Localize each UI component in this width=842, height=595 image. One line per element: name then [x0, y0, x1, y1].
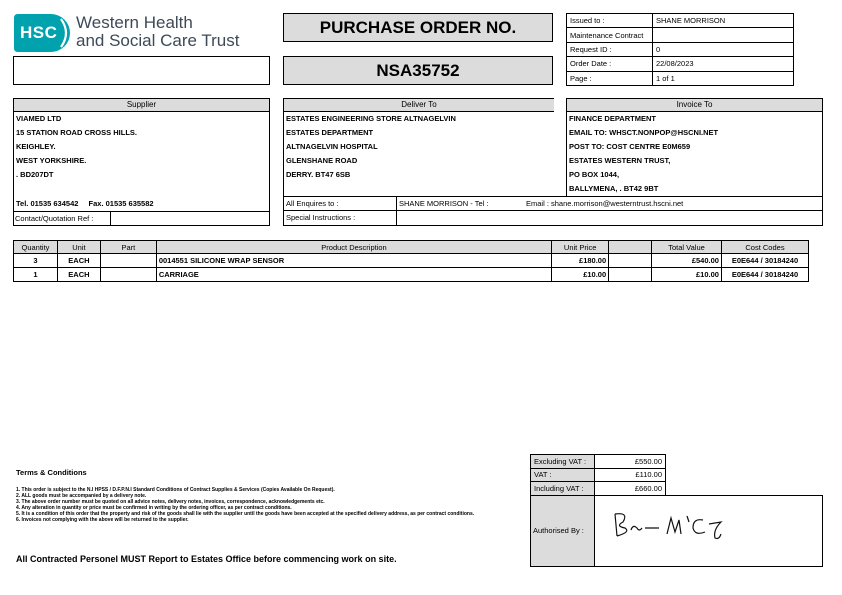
authorised-box	[530, 495, 823, 567]
item-desc: 0014551 SILICONE WRAP SENSOR	[156, 254, 551, 268]
col-quantity: Quantity	[14, 241, 58, 254]
supplier-tel: Tel. 01535 634542	[16, 199, 79, 208]
maintenance-value	[653, 28, 794, 42]
terms-title: Terms & Conditions	[16, 468, 87, 477]
col-part: Part	[100, 241, 156, 254]
instructions-row	[283, 210, 823, 226]
order-date-value: 22/08/2023	[653, 57, 794, 71]
contact-label: Contact/Quotation Ref :	[13, 212, 111, 226]
terms-item: 1. This order is subject to the N.I HPSS / D.F.P.N.I Standard Conditions of Contract Supplies & Services (Copies Available On Request).	[16, 487, 335, 493]
site-notice: All Contracted Personel MUST Report to Estates Office before commencing work on site.	[16, 554, 397, 564]
instructions-label: Special Instructions :	[284, 211, 397, 225]
supplier-box	[13, 98, 270, 226]
enquiries-label: All Enquires to :	[284, 197, 397, 210]
terms-section	[16, 468, 526, 523]
authorised-label-cell	[531, 496, 595, 566]
po-number-box	[283, 56, 553, 85]
invoice-line: BALLYMENA, . BT42 9BT	[569, 184, 659, 193]
logo-empty-box	[13, 56, 270, 85]
enquiries-row	[283, 196, 823, 211]
invoice-line: EMAIL TO: WHSCT.NONPOP@HSCNI.NET	[569, 128, 719, 137]
org-line-1: Western Health	[76, 13, 193, 32]
vat-value: £110.00	[595, 468, 666, 482]
col-total: Total Value	[652, 241, 722, 254]
supplier-fax: Fax. 01535 635582	[88, 199, 154, 208]
table-row	[14, 268, 809, 282]
logo-swoosh-icon	[58, 17, 72, 49]
terms-item: 4. Any alteration in quantity or price must be confirmed in writing by the ordering officer, as per contract conditions.	[16, 505, 292, 511]
item-qty: 3	[14, 254, 58, 268]
item-price: £10.00	[552, 268, 609, 282]
item-qty: 1	[14, 268, 58, 282]
line-items-table	[13, 240, 809, 282]
supplier-header: Supplier	[14, 99, 269, 112]
meta-row	[567, 28, 794, 42]
meta-row	[567, 42, 794, 56]
po-number: NSA35752	[376, 61, 460, 80]
invoice-header: Invoice To	[567, 99, 822, 112]
deliver-box	[283, 98, 554, 197]
vat-label: VAT :	[531, 468, 595, 482]
supplier-line: VIAMED LTD	[16, 114, 62, 123]
deliver-address	[284, 112, 554, 182]
item-total: £10.00	[652, 268, 722, 282]
table-row	[14, 254, 809, 268]
meta-row	[567, 14, 794, 28]
order-date-label: Order Date :	[567, 57, 653, 71]
incl-vat-value: £660.00	[595, 482, 666, 496]
invoice-line: POST TO: COST CENTRE E0M659	[569, 142, 691, 151]
order-meta-table	[566, 13, 794, 86]
hsc-logo-text: HSC	[20, 23, 58, 42]
request-id-value: 0	[653, 42, 794, 56]
deliver-line: ESTATES DEPARTMENT	[286, 128, 374, 137]
deliver-line: ALTNAGELVIN HOSPITAL	[286, 142, 378, 151]
terms-item: 5. It is a condition of this order that the property and risk of the goods shall lie with the supplier until the goods have been accepted at the specified delivery address, as per contract conditions.	[16, 511, 475, 517]
totals-row	[531, 482, 666, 496]
item-codes: E0E644 / 30184240	[721, 268, 808, 282]
item-total: £540.00	[652, 254, 722, 268]
deliver-line: ESTATES ENGINEERING STORE ALTNAGELVIN	[286, 114, 456, 123]
incl-vat-label: Including VAT :	[531, 482, 595, 496]
page-label: Page :	[567, 71, 653, 85]
issued-to-value: SHANE MORRISON	[653, 14, 794, 28]
request-id-label: Request ID :	[567, 42, 653, 56]
supplier-phone	[16, 199, 154, 208]
col-unit-price: Unit Price	[552, 241, 609, 254]
authorised-label: Authorised By :	[533, 526, 584, 535]
invoice-line: PO BOX 1044,	[569, 170, 620, 179]
item-part	[100, 254, 156, 268]
supplier-line: . BD207DT	[16, 170, 54, 179]
item-price: £180.00	[552, 254, 609, 268]
terms-item: 3. The above order number must be quoted on all advice notes, delivery notes, invoices, correspondence, acknowledgements etc.	[16, 499, 325, 505]
contact-row	[13, 211, 270, 226]
item-desc: CARRIAGE	[156, 268, 551, 282]
deliver-header: Deliver To	[284, 99, 554, 112]
invoice-line: FINANCE DEPARTMENT	[569, 114, 656, 123]
deliver-line: DERRY. BT47 6SB	[286, 170, 351, 179]
items-header-row	[14, 241, 809, 254]
col-cost-codes: Cost Codes	[721, 241, 808, 254]
col-description: Product Description	[156, 241, 551, 254]
invoice-address	[567, 112, 822, 196]
terms-item: 6. Invoices not complying with the above will be returned to the supplier.	[16, 517, 189, 523]
deliver-line: GLENSHANE ROAD	[286, 156, 358, 165]
col-spacer	[609, 241, 652, 254]
terms-item: 2. ALL goods must be accompanied by a delivery note.	[16, 493, 147, 499]
totals-row	[531, 468, 666, 482]
invoice-box	[566, 98, 823, 197]
po-title: PURCHASE ORDER NO.	[319, 18, 517, 37]
supplier-address	[14, 112, 269, 182]
supplier-line: KEIGHLEY.	[16, 142, 56, 151]
hsc-logo	[14, 14, 70, 52]
totals-table	[530, 454, 666, 496]
invoice-line: ESTATES WESTERN TRUST,	[569, 156, 671, 165]
supplier-line: WEST YORKSHIRE.	[16, 156, 87, 165]
totals-row	[531, 455, 666, 469]
issued-to-label: Issued to :	[567, 14, 653, 28]
po-title-box	[283, 13, 553, 42]
col-unit: Unit	[57, 241, 100, 254]
excl-vat-label: Excluding VAT :	[531, 455, 595, 469]
meta-row	[567, 71, 794, 85]
excl-vat-value: £550.00	[595, 455, 666, 469]
item-unit: EACH	[57, 254, 100, 268]
org-line-2: and Social Care Trust	[76, 31, 240, 50]
enquiries-email: Email : shane.morrison@westerntrust.hscni.net	[526, 199, 684, 208]
signature-image	[609, 510, 729, 544]
item-spacer	[609, 268, 652, 282]
org-name	[76, 14, 239, 50]
maintenance-label: Maintenance Contract	[567, 28, 653, 42]
enquiries-name: SHANE MORRISON - Tel :	[399, 199, 489, 208]
item-codes: E0E644 / 30184240	[721, 254, 808, 268]
page-value: 1 of 1	[653, 71, 794, 85]
meta-row	[567, 57, 794, 71]
supplier-line: 15 STATION ROAD CROSS HILLS.	[16, 128, 137, 137]
item-part	[100, 268, 156, 282]
item-unit: EACH	[57, 268, 100, 282]
item-spacer	[609, 254, 652, 268]
